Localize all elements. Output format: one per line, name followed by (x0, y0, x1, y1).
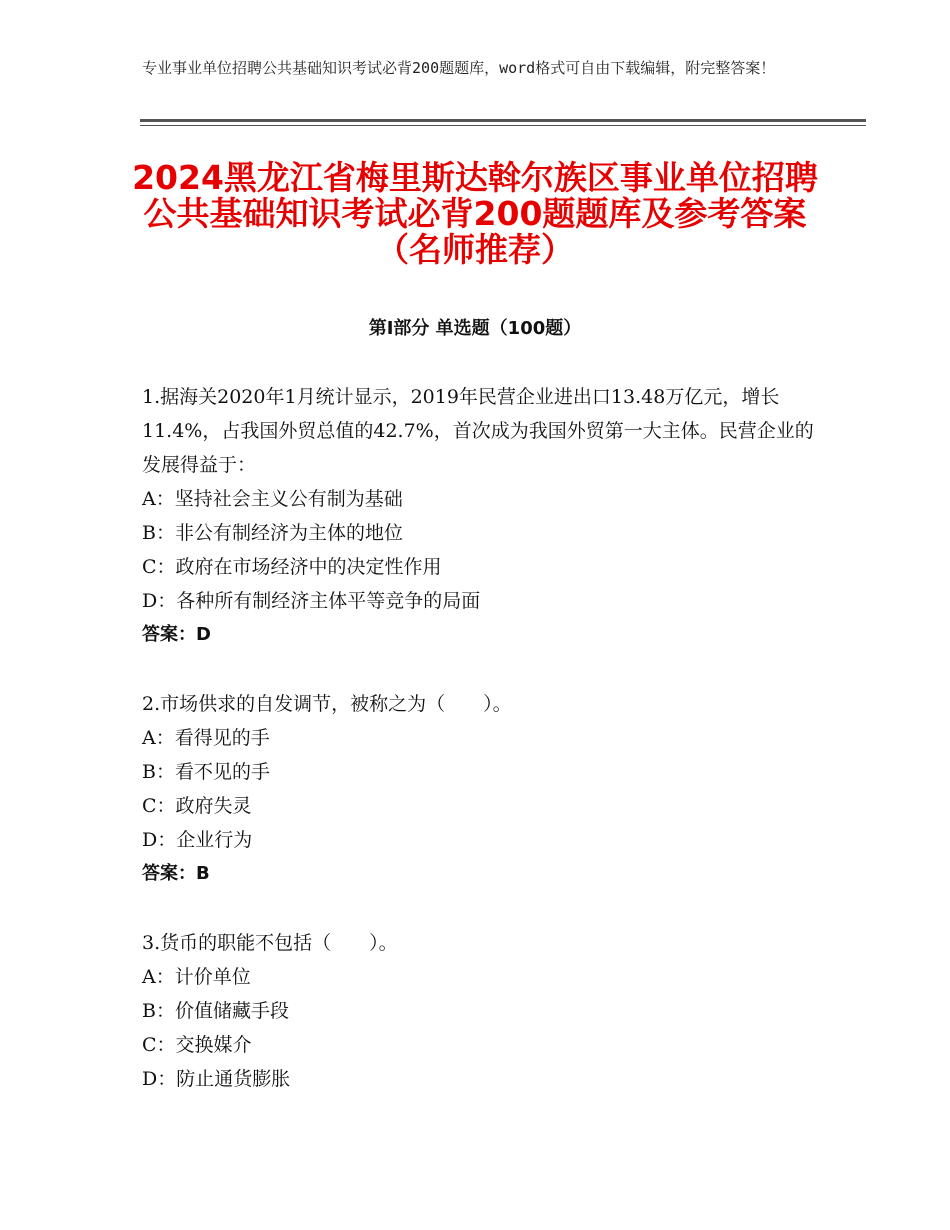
question-1 (142, 380, 822, 652)
option-b: B：看不见的手 (142, 761, 270, 783)
question-3 (142, 926, 822, 1096)
header-divider-thick (140, 119, 866, 122)
option-d: D：防止通货膨胀 (142, 1068, 291, 1090)
option-b: B：价值储藏手段 (142, 1000, 289, 1022)
option-a: A：坚持社会主义公有制为基础 (142, 488, 403, 510)
question-2 (142, 687, 822, 891)
option-d: D：各种所有制经济主体平等竞争的局面 (142, 590, 481, 612)
answer: 答案：B (142, 863, 210, 884)
header-divider-thin (140, 125, 866, 126)
question-stem: 2.市场供求的自发调节，被称之为（ ）。 (142, 693, 512, 715)
answer: 答案：D (142, 624, 211, 645)
header-note: 专业事业单位招聘公共基础知识考试必背200题题库，word格式可自由下载编辑，附完整答案！ (142, 59, 776, 77)
option-b: B：非公有制经济为主体的地位 (142, 522, 403, 544)
option-a: A：看得见的手 (142, 727, 270, 749)
option-d: D：企业行为 (142, 829, 253, 851)
question-stem: 3.货币的职能不包括（ ）。 (142, 932, 398, 954)
option-c: C：交换媒介 (142, 1034, 252, 1056)
option-a: A：计价单位 (142, 966, 251, 988)
option-c: C：政府失灵 (142, 795, 252, 817)
document-title: 2024黑龙江省梅里斯达斡尔族区事业单位招聘公共基础知识考试必背200题题库及参考答案（名师推荐） (132, 158, 818, 269)
section-heading: 第Ⅰ部分 单选题（100题） (368, 318, 582, 339)
question-stem: 1.据海关2020年1月统计显示，2019年民营企业进出口13.48万亿元，增长11.4%，占我国外贸总值的42.7%，首次成为我国外贸第一大主体。民营企业的发展得益于： (142, 386, 814, 476)
option-c: C：政府在市场经济中的决定性作用 (142, 556, 442, 578)
